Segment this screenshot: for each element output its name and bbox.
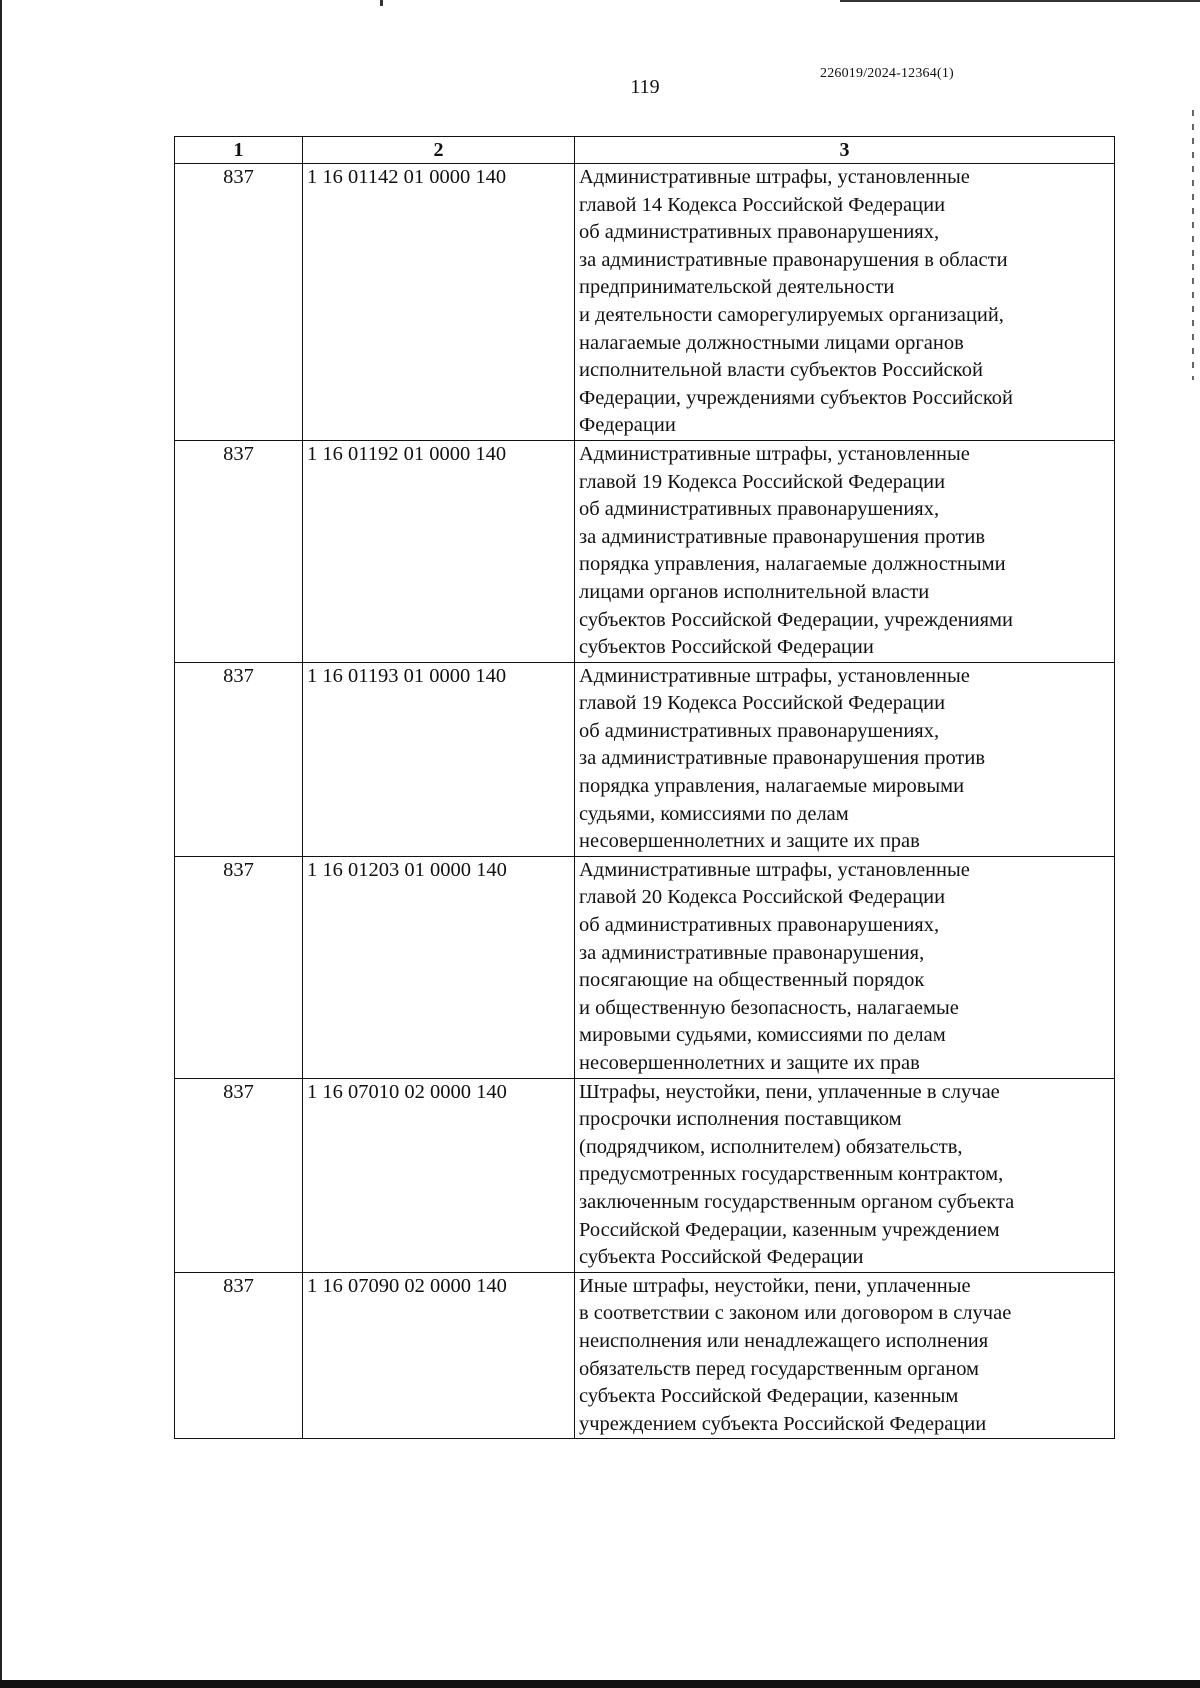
budget-code-cell: 1 16 01192 01 0000 140 — [303, 440, 575, 662]
description-line: неисполнения или ненадлежащего исполнения — [579, 1329, 989, 1352]
description-line: за административные правонарушения в области — [579, 248, 1008, 271]
budget-code-cell: 1 16 07090 02 0000 140 — [303, 1272, 575, 1439]
description-cell — [575, 662, 1115, 856]
admin-code-cell: 837 — [175, 1078, 303, 1272]
description-cell — [575, 856, 1115, 1078]
table-row — [175, 164, 1115, 441]
header-col-2: 2 — [303, 137, 575, 164]
admin-code-cell: 837 — [175, 440, 303, 662]
description-line: субъекта Российской Федерации, казенным — [579, 1385, 959, 1408]
page-number: 119 — [630, 76, 660, 98]
description-line: (подрядчиком, исполнителем) обязательств, — [579, 1135, 963, 1158]
description-line: учреждением субъекта Российской Федерации — [579, 1412, 987, 1435]
description-cell — [575, 1272, 1115, 1439]
description-line: за административные правонарушения против — [579, 525, 986, 548]
budget-code-cell: 1 16 01203 01 0000 140 — [303, 856, 575, 1078]
description-line: главой 20 Кодекса Российской Федерации — [579, 886, 946, 909]
description-line: Российской Федерации, казенным учреждением — [579, 1218, 1000, 1241]
scan-edge-left — [0, 0, 2, 1688]
description-line: главой 19 Кодекса Российской Федерации — [579, 692, 946, 715]
table-row — [175, 1272, 1115, 1439]
description-cell — [575, 164, 1115, 441]
description-line: субъекта Российской Федерации — [579, 1246, 864, 1269]
admin-code-cell: 837 — [175, 662, 303, 856]
description-line: об административных правонарушениях, — [579, 498, 940, 521]
description-line: Иные штрафы, неустойки, пени, уплаченные — [579, 1274, 971, 1297]
table-row — [175, 1078, 1115, 1272]
description-line: несовершеннолетних и защите их прав — [579, 1052, 920, 1074]
description-line: главой 14 Кодекса Российской Федерации — [579, 193, 946, 216]
document-code: 226019/2024-12364(1) — [820, 66, 954, 81]
table-header — [175, 137, 1115, 164]
description-line: Административные штрафы, установленные — [579, 166, 970, 188]
description-line: порядка управления, налагаемые мировыми — [579, 775, 965, 798]
description-line: об административных правонарушениях, — [579, 719, 940, 742]
description-line: за административные правонарушения, — [579, 941, 925, 964]
description-line: главой 19 Кодекса Российской Федерации — [579, 470, 946, 493]
budget-code-cell: 1 16 07010 02 0000 140 — [303, 1078, 575, 1272]
description-line: посягающие на общественный порядок — [579, 969, 925, 992]
description-line: Федерации — [579, 414, 676, 437]
admin-code-cell: 837 — [175, 1272, 303, 1439]
description-cell — [575, 1078, 1115, 1272]
description-line: Административные штрафы, установленные — [579, 664, 970, 687]
budget-code-cell: 1 16 01142 01 0000 140 — [303, 164, 575, 441]
description-line: субъектов Российской Федерации — [579, 636, 874, 659]
scan-top-line — [840, 0, 1200, 2]
description-line: просрочки исполнения поставщиком — [579, 1108, 902, 1131]
description-line: Федерации, учреждениями субъектов Российской — [579, 386, 1013, 409]
scan-top-tick — [380, 0, 383, 6]
budget-code-cell: 1 16 01193 01 0000 140 — [303, 662, 575, 856]
description-line: и общественную безопасность, налагаемые — [579, 996, 959, 1019]
admin-code-cell: 837 — [175, 164, 303, 441]
description-line: несовершеннолетних и защите их прав — [579, 830, 920, 853]
description-line: исполнительной власти субъектов Российской — [579, 359, 983, 382]
description-line: Административные штрафы, установленные — [579, 442, 970, 465]
description-line: обязательств перед государственным органом — [579, 1357, 980, 1380]
description-line: судьями, комиссиями по делам — [579, 802, 849, 825]
description-line: предпринимательской деятельности — [579, 276, 895, 299]
table-body — [175, 164, 1115, 1439]
scan-bottom-bar — [0, 1680, 1200, 1688]
description-line: об административных правонарушениях, — [579, 914, 940, 937]
description-line: за административные правонарушения против — [579, 747, 986, 770]
fee-table — [174, 136, 1115, 1439]
description-line: в соответствии с законом или договором в случае — [579, 1302, 1012, 1325]
description-line: Штрафы, неустойки, пени, уплаченные в случае — [579, 1080, 1000, 1103]
description-line: налагаемые должностными лицами органов — [579, 331, 964, 354]
scan-right-dash — [1192, 110, 1194, 380]
description-line: и деятельности саморегулируемых организаций, — [579, 303, 1004, 326]
description-line: субъектов Российской Федерации, учреждениями — [579, 608, 1013, 631]
header-row — [175, 137, 1115, 164]
description-line: об административных правонарушениях, — [579, 221, 940, 244]
table-row — [175, 856, 1115, 1078]
description-line: мировыми судьями, комиссиями по делам — [579, 1024, 946, 1047]
description-line: предусмотренных государственным контрактом, — [579, 1163, 1004, 1186]
description-line: лицами органов исполнительной власти — [579, 580, 930, 603]
description-cell — [575, 440, 1115, 662]
table-row — [175, 440, 1115, 662]
description-line: заключенным государственным органом субъекта — [579, 1190, 1015, 1213]
header-col-3: 3 — [575, 137, 1115, 164]
table-row — [175, 662, 1115, 856]
description-line: Административные штрафы, установленные — [579, 858, 970, 881]
description-line: порядка управления, налагаемые должностными — [579, 553, 1006, 576]
header-col-1: 1 — [175, 137, 303, 164]
admin-code-cell: 837 — [175, 856, 303, 1078]
